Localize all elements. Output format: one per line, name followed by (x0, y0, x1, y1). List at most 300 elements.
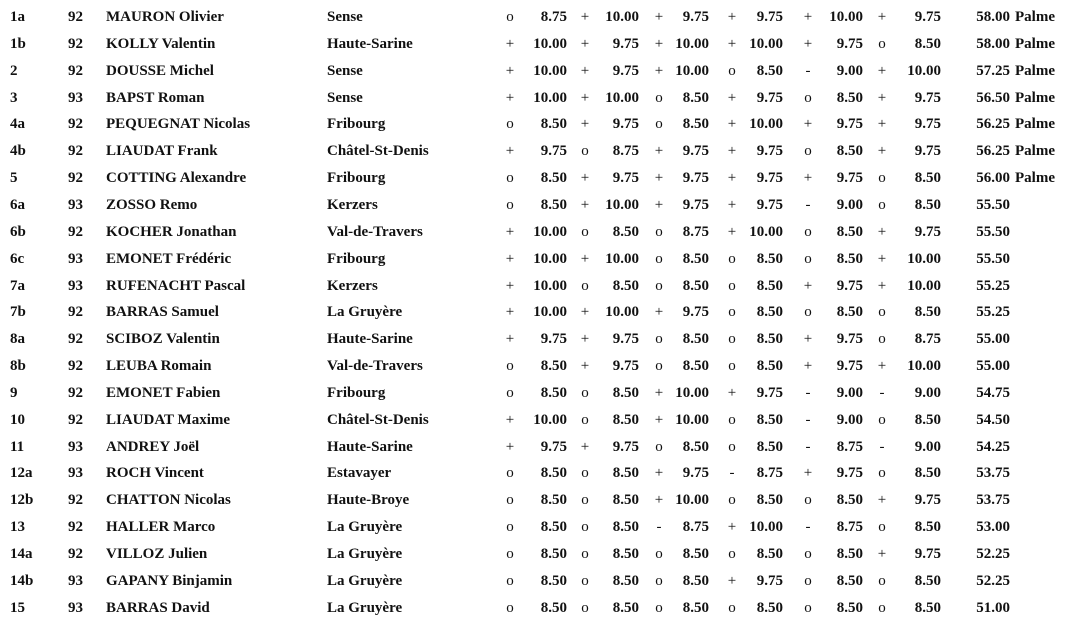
name-cell: CHATTON Nicolas (106, 492, 231, 509)
score-mark: + (877, 223, 887, 240)
score-mark: + (727, 89, 737, 106)
name-cell: RUFENACHT Pascal (106, 277, 246, 294)
score-cell: 10.00 (749, 35, 783, 52)
year-cell: 92 (68, 384, 83, 401)
score-cell: 10.00 (533, 62, 567, 79)
score-mark: - (805, 519, 811, 536)
total-cell: 52.25 (976, 546, 1010, 562)
score-cell: 8.50 (612, 572, 639, 589)
score-cell: 8.50 (540, 384, 567, 401)
score-cell: 8.50 (756, 304, 783, 321)
score-mark: o (728, 277, 736, 294)
score-mark: + (654, 492, 664, 509)
total-cell: 55.00 (976, 331, 1010, 348)
score-cell: 8.50 (612, 223, 639, 240)
score-mark: o (655, 358, 663, 375)
rank-cell: 15 (10, 599, 25, 616)
score-cell: 9.75 (682, 9, 709, 25)
year-cell: 92 (68, 9, 83, 25)
score-mark: o (728, 546, 736, 562)
score-mark: + (803, 331, 813, 348)
total-cell: 57.25 (976, 62, 1010, 79)
score-cell: 10.00 (533, 304, 567, 321)
score-mark: o (506, 196, 514, 213)
score-mark: o (878, 411, 886, 428)
result-row (0, 246, 1090, 273)
score-cell: 10.00 (749, 519, 783, 536)
score-cell: 8.50 (540, 170, 567, 187)
total-cell: 56.00 (976, 170, 1010, 187)
rank-cell: 3 (10, 89, 18, 106)
score-mark: o (506, 519, 514, 536)
score-cell: 8.50 (836, 89, 863, 106)
score-cell: 8.50 (914, 170, 941, 187)
name-cell: ANDREY Joël (106, 438, 200, 455)
score-mark: o (581, 143, 589, 160)
year-cell: 92 (68, 35, 83, 52)
total-cell: 55.50 (976, 250, 1010, 267)
club-cell: Fribourg (327, 116, 386, 133)
score-mark: - (656, 519, 662, 536)
score-cell: 8.50 (756, 599, 783, 616)
score-mark: o (506, 358, 514, 375)
score-cell: 8.50 (756, 411, 783, 428)
year-cell: 92 (68, 223, 83, 240)
score-cell: 10.00 (533, 411, 567, 428)
club-cell: Haute-Broye (327, 492, 410, 509)
score-cell: 9.75 (914, 116, 941, 133)
award-cell: Palme (1015, 143, 1055, 160)
club-cell: Kerzers (327, 277, 378, 294)
score-mark: o (804, 223, 812, 240)
score-cell: 8.50 (540, 358, 567, 375)
result-row (0, 595, 1090, 622)
score-mark: + (505, 331, 515, 348)
club-cell: Sense (327, 62, 363, 79)
score-cell: 9.75 (756, 196, 783, 213)
result-row (0, 31, 1090, 58)
score-mark: o (506, 9, 514, 25)
result-row (0, 138, 1090, 165)
score-mark: + (877, 62, 887, 79)
score-mark: - (879, 438, 885, 455)
score-cell: 9.75 (914, 492, 941, 509)
score-cell: 10.00 (605, 9, 639, 25)
score-cell: 9.75 (836, 277, 863, 294)
rank-cell: 7b (10, 304, 26, 321)
result-row (0, 192, 1090, 219)
score-cell: 8.50 (540, 546, 567, 562)
score-mark: + (727, 9, 737, 25)
year-cell: 93 (68, 277, 83, 294)
rank-cell: 4b (10, 143, 26, 160)
score-mark: + (727, 519, 737, 536)
year-cell: 92 (68, 304, 83, 321)
total-cell: 58.00 (976, 9, 1010, 25)
score-mark: + (654, 304, 664, 321)
score-cell: 10.00 (533, 89, 567, 106)
score-cell: 9.75 (682, 196, 709, 213)
score-cell: 10.00 (533, 223, 567, 240)
score-mark: - (879, 384, 885, 401)
score-cell: 8.50 (612, 411, 639, 428)
club-cell: La Gruyère (327, 546, 403, 562)
score-mark: + (505, 411, 515, 428)
score-mark: o (804, 546, 812, 562)
total-cell: 53.00 (976, 519, 1010, 536)
score-cell: 9.75 (836, 116, 863, 133)
score-cell: 9.00 (836, 196, 863, 213)
score-mark: + (505, 143, 515, 160)
score-mark: + (654, 143, 664, 160)
score-mark: o (581, 277, 589, 294)
name-cell: PEQUEGNAT Nicolas (106, 116, 251, 133)
score-mark: + (727, 572, 737, 589)
score-cell: 8.50 (612, 599, 639, 616)
year-cell: 92 (68, 143, 83, 160)
score-cell: 8.50 (612, 492, 639, 509)
score-cell: 9.75 (756, 572, 783, 589)
score-cell: 8.50 (836, 304, 863, 321)
score-cell: 10.00 (829, 9, 863, 25)
club-cell: Châtel-St-Denis (327, 143, 429, 160)
score-mark: + (580, 196, 590, 213)
score-cell: 9.75 (682, 143, 709, 160)
score-cell: 8.50 (914, 411, 941, 428)
score-mark: o (804, 89, 812, 106)
score-mark: + (727, 143, 737, 160)
score-mark: o (506, 599, 514, 616)
score-cell: 8.50 (540, 492, 567, 509)
score-mark: + (803, 170, 813, 187)
score-cell: 8.75 (682, 519, 709, 536)
club-cell: Fribourg (327, 170, 386, 187)
name-cell: KOCHER Jonathan (106, 223, 237, 240)
score-mark: + (580, 438, 590, 455)
award-cell: Palme (1015, 62, 1055, 79)
club-cell: Estavayer (327, 465, 392, 482)
total-cell: 54.75 (976, 384, 1010, 401)
score-mark: + (580, 35, 590, 52)
score-cell: 10.00 (533, 250, 567, 267)
score-mark: o (728, 250, 736, 267)
rank-cell: 8a (10, 331, 25, 348)
club-cell: Val-de-Travers (327, 223, 423, 240)
year-cell: 92 (68, 546, 83, 562)
score-cell: 8.50 (682, 89, 709, 106)
score-cell: 8.50 (682, 277, 709, 294)
score-mark: o (655, 546, 663, 562)
score-mark: o (581, 519, 589, 536)
score-mark: o (506, 492, 514, 509)
score-cell: 9.75 (540, 331, 567, 348)
score-cell: 8.50 (836, 143, 863, 160)
score-mark: + (803, 35, 813, 52)
score-cell: 8.75 (836, 438, 863, 455)
rank-cell: 14b (10, 572, 34, 589)
score-mark: o (655, 223, 663, 240)
score-mark: + (580, 331, 590, 348)
rank-cell: 11 (10, 438, 25, 455)
score-mark: o (655, 599, 663, 616)
rank-cell: 14a (10, 546, 33, 562)
score-mark: + (727, 35, 737, 52)
score-cell: 8.50 (756, 438, 783, 455)
club-cell: Haute-Sarine (327, 331, 413, 348)
year-cell: 93 (68, 599, 83, 616)
score-mark: o (581, 572, 589, 589)
result-row (0, 58, 1090, 85)
score-mark: o (878, 331, 886, 348)
rank-cell: 1a (10, 9, 25, 25)
rank-cell: 2 (10, 62, 18, 79)
score-cell: 9.75 (756, 89, 783, 106)
score-cell: 9.75 (612, 331, 639, 348)
score-mark: + (505, 89, 515, 106)
score-mark: o (655, 331, 663, 348)
score-cell: 8.50 (612, 465, 639, 482)
score-cell: 9.75 (914, 89, 941, 106)
score-mark: + (654, 9, 664, 25)
score-mark: o (878, 304, 886, 321)
score-cell: 8.50 (682, 438, 709, 455)
year-cell: 93 (68, 250, 83, 267)
score-mark: o (655, 572, 663, 589)
score-cell: 8.50 (612, 384, 639, 401)
score-cell: 8.50 (756, 492, 783, 509)
score-cell: 9.75 (914, 9, 941, 25)
score-cell: 8.50 (540, 519, 567, 536)
score-mark: + (803, 277, 813, 294)
score-mark: + (727, 170, 737, 187)
score-mark: o (581, 546, 589, 562)
name-cell: BARRAS Samuel (106, 304, 219, 321)
score-cell: 9.00 (836, 62, 863, 79)
score-mark: o (581, 599, 589, 616)
score-cell: 8.50 (540, 572, 567, 589)
score-cell: 8.50 (540, 116, 567, 133)
result-row (0, 487, 1090, 514)
score-cell: 10.00 (533, 35, 567, 52)
score-mark: o (728, 358, 736, 375)
score-cell: 10.00 (907, 250, 941, 267)
score-cell: 9.75 (914, 223, 941, 240)
score-cell: 10.00 (605, 250, 639, 267)
score-cell: 10.00 (749, 116, 783, 133)
club-cell: Val-de-Travers (327, 358, 423, 375)
score-cell: 10.00 (675, 35, 709, 52)
score-cell: 10.00 (675, 62, 709, 79)
score-cell: 8.50 (682, 572, 709, 589)
club-cell: Sense (327, 89, 363, 106)
score-cell: 8.50 (756, 331, 783, 348)
score-mark: o (655, 89, 663, 106)
name-cell: BARRAS David (106, 599, 210, 616)
score-cell: 8.50 (914, 35, 941, 52)
score-cell: 9.75 (612, 170, 639, 187)
score-cell: 9.75 (682, 304, 709, 321)
score-mark: - (805, 196, 811, 213)
year-cell: 92 (68, 519, 83, 536)
score-mark: o (655, 116, 663, 133)
score-mark: + (580, 170, 590, 187)
score-cell: 8.50 (756, 250, 783, 267)
score-mark: o (804, 143, 812, 160)
score-mark: + (877, 492, 887, 509)
score-cell: 8.50 (756, 358, 783, 375)
score-cell: 9.75 (682, 465, 709, 482)
score-mark: + (803, 465, 813, 482)
score-mark: + (505, 250, 515, 267)
score-mark: + (505, 35, 515, 52)
score-mark: o (878, 170, 886, 187)
score-cell: 8.50 (682, 250, 709, 267)
award-cell: Palme (1015, 9, 1055, 25)
name-cell: HALLER Marco (106, 519, 216, 536)
club-cell: Haute-Sarine (327, 438, 413, 455)
total-cell: 54.25 (976, 438, 1010, 455)
score-cell: 8.50 (540, 465, 567, 482)
score-cell: 9.75 (612, 116, 639, 133)
score-mark: + (580, 89, 590, 106)
score-cell: 9.75 (612, 35, 639, 52)
result-row (0, 460, 1090, 487)
score-mark: + (727, 116, 737, 133)
score-cell: 8.50 (914, 465, 941, 482)
score-cell: 9.00 (914, 438, 941, 455)
result-row (0, 111, 1090, 138)
score-mark: o (506, 572, 514, 589)
club-cell: Kerzers (327, 196, 378, 213)
score-cell: 9.75 (836, 331, 863, 348)
score-mark: + (505, 277, 515, 294)
score-cell: 8.50 (756, 62, 783, 79)
score-mark: + (654, 62, 664, 79)
name-cell: LEUBA Romain (106, 358, 212, 375)
score-cell: 9.75 (612, 438, 639, 455)
score-cell: 8.50 (612, 519, 639, 536)
score-mark: o (878, 572, 886, 589)
result-row (0, 380, 1090, 407)
score-mark: o (804, 492, 812, 509)
score-mark: o (728, 304, 736, 321)
name-cell: BAPST Roman (106, 89, 205, 106)
name-cell: EMONET Fabien (106, 384, 221, 401)
award-cell: Palme (1015, 89, 1055, 106)
total-cell: 55.50 (976, 223, 1010, 240)
year-cell: 92 (68, 62, 83, 79)
score-cell: 9.75 (756, 9, 783, 25)
name-cell: ROCH Vincent (106, 465, 204, 482)
result-row (0, 326, 1090, 353)
score-mark: o (506, 546, 514, 562)
total-cell: 55.00 (976, 358, 1010, 375)
score-mark: + (654, 35, 664, 52)
score-cell: 10.00 (675, 411, 709, 428)
award-cell: Palme (1015, 35, 1055, 52)
name-cell: COTTING Alexandre (106, 170, 247, 187)
score-mark: o (655, 277, 663, 294)
score-mark: o (728, 411, 736, 428)
score-cell: 8.50 (612, 546, 639, 562)
score-mark: + (580, 116, 590, 133)
score-cell: 8.50 (540, 196, 567, 213)
score-mark: + (654, 170, 664, 187)
result-row (0, 407, 1090, 434)
score-cell: 8.75 (836, 519, 863, 536)
score-cell: 8.75 (914, 331, 941, 348)
score-cell: 10.00 (533, 277, 567, 294)
score-cell: 9.75 (836, 465, 863, 482)
year-cell: 92 (68, 492, 83, 509)
total-cell: 53.75 (976, 465, 1010, 482)
result-row (0, 85, 1090, 112)
name-cell: KOLLY Valentin (106, 35, 216, 52)
score-mark: o (728, 599, 736, 616)
result-row (0, 4, 1090, 31)
score-mark: + (877, 358, 887, 375)
score-cell: 8.50 (836, 546, 863, 562)
score-mark: o (581, 223, 589, 240)
score-cell: 8.50 (836, 572, 863, 589)
result-row (0, 273, 1090, 300)
score-cell: 8.50 (682, 116, 709, 133)
score-mark: + (580, 304, 590, 321)
name-cell: ZOSSO Remo (106, 196, 198, 213)
year-cell: 93 (68, 438, 83, 455)
club-cell: La Gruyère (327, 599, 403, 616)
score-mark: o (506, 116, 514, 133)
score-mark: o (728, 331, 736, 348)
total-cell: 55.25 (976, 304, 1010, 321)
score-mark: + (877, 89, 887, 106)
total-cell: 51.00 (976, 599, 1010, 616)
award-cell: Palme (1015, 116, 1055, 133)
name-cell: EMONET Frédéric (106, 250, 232, 267)
score-cell: 8.50 (914, 519, 941, 536)
total-cell: 56.25 (976, 143, 1010, 160)
score-mark: + (803, 116, 813, 133)
score-cell: 9.75 (914, 143, 941, 160)
score-mark: + (877, 9, 887, 25)
rank-cell: 13 (10, 519, 25, 536)
score-mark: o (878, 519, 886, 536)
year-cell: 93 (68, 196, 83, 213)
name-cell: MAURON Olivier (106, 9, 224, 25)
score-cell: 10.00 (907, 62, 941, 79)
score-cell: 10.00 (605, 304, 639, 321)
score-cell: 10.00 (605, 89, 639, 106)
rank-cell: 4a (10, 116, 25, 133)
score-cell: 9.75 (756, 384, 783, 401)
rank-cell: 6b (10, 223, 26, 240)
score-cell: 9.00 (836, 411, 863, 428)
name-cell: LIAUDAT Maxime (106, 411, 231, 428)
year-cell: 92 (68, 116, 83, 133)
total-cell: 53.75 (976, 492, 1010, 509)
score-mark: + (580, 250, 590, 267)
score-mark: o (581, 384, 589, 401)
rank-cell: 10 (10, 411, 25, 428)
result-row (0, 353, 1090, 380)
total-cell: 52.25 (976, 572, 1010, 589)
total-cell: 56.50 (976, 89, 1010, 106)
score-cell: 8.50 (836, 599, 863, 616)
score-mark: o (655, 250, 663, 267)
rank-cell: 8b (10, 358, 26, 375)
score-mark: o (804, 250, 812, 267)
score-cell: 8.50 (836, 492, 863, 509)
